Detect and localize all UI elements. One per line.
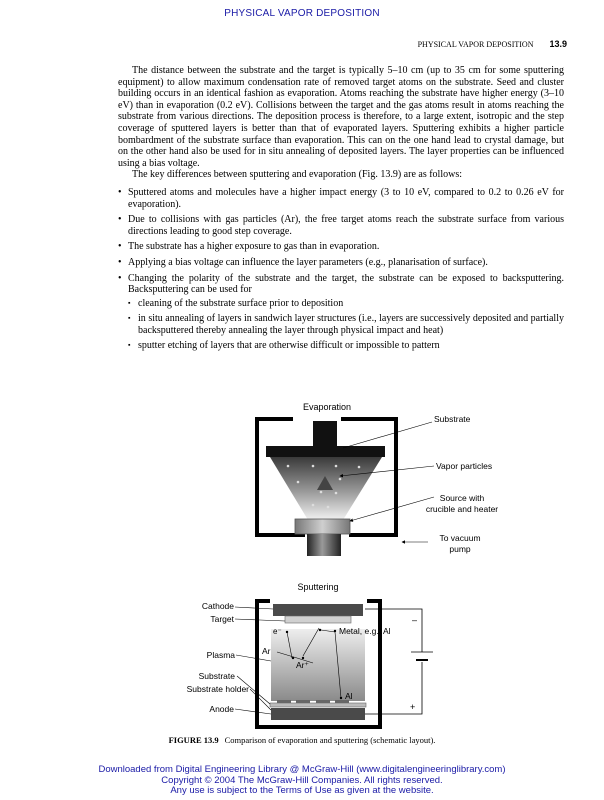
footer-line: Any use is subject to the Terms of Use as given at the website. (170, 785, 434, 796)
label-argon-ion: Ar⁺ (296, 660, 309, 670)
evaporation-title: Evaporation (302, 402, 352, 412)
bullet-item: • Due to collisions with gas particles (Ar), the free target atoms reach the substrate surface from various directions leading to good step coverage. (118, 214, 564, 237)
sputtering-title: Sputtering (297, 582, 339, 592)
running-head-title: PHYSICAL VAPOR DEPOSITION (417, 40, 534, 49)
footer (0, 765, 604, 797)
sub-bullet-item: ▪ in situ annealing of layers in sandwich layer structures (i.e., layers are successively deposited and partially backsputtered thereby annealing the layer through physical impact and heat) (128, 313, 564, 336)
label-anode: Anode (209, 704, 234, 714)
label-source-line2: crucible and heater (425, 504, 499, 514)
label-al: Al (345, 691, 353, 701)
sub-bullet-item: ▪ cleaning of the substrate surface prior to deposition (128, 298, 564, 310)
caption-text: Comparison of evaporation and sputtering (schematic layout). (224, 735, 436, 745)
label-substrate-holder: Substrate holder (186, 684, 249, 694)
label-substrate: Substrate (434, 414, 471, 424)
page-number: 13.9 (549, 39, 567, 49)
paragraph: The distance between the substrate and the target is typically 5–10 cm (up to 35 cm for some sputtering equipment) to allow maximum condensation rate of removed target atoms on the substrate. Seed and cluster building occurs in an identical fashion as evaporation. Atoms reaching the substrate have higher energy (3–10 eV) than in evaporation (0.2 eV). Collisions between the target and the gas atoms result in atoms reaching the substrate from various directions. The deposition process is therefore, to a large extent, isotropic and the step coverage of sputtered layers is better than that of evaporated layers. Sputtering exhibits a higher particle bombardment of the substrate surface than evaporation. This can on the one hand lead to crystal damage, but on the other hand also be used for in situ annealing of deposited layers. The layer properties can be influenced using a bias voltage. (118, 65, 564, 169)
label-vacuum-line1: To vacuum (439, 533, 481, 543)
polarity-minus: – (412, 615, 418, 625)
bullet-item: • Applying a bias voltage can influence the layer parameters (e.g., planarisation of surface). (118, 257, 564, 269)
label-argon: Ar (262, 646, 271, 656)
bullet-item: • Sputtered atoms and molecules have a higher impact energy (3 to 10 eV, compared to 0.2 to 0.26 eV for evaporation). (118, 187, 564, 210)
power-supply (365, 609, 433, 714)
label-target: Target (210, 614, 234, 624)
figure-caption (0, 735, 604, 745)
label-vapor-particles: Vapor particles (436, 461, 493, 471)
caption-label: FIGURE 13.9 (168, 735, 219, 745)
bullet-item: • The substrate has a higher exposure to gas than in evaporation. (118, 241, 564, 253)
footer-line[interactable]: Downloaded from Digital Engineering Library @ McGraw-Hill (www.digitalengineeringlibrary.com) (98, 764, 506, 775)
evaporation-substrate (266, 446, 385, 457)
label-vacuum-line2: pump (449, 544, 471, 554)
footer-line: Copyright © 2004 The McGraw-Hill Companies. All rights reserved. (161, 774, 443, 786)
anode (271, 708, 365, 720)
label-electron: e⁻ (273, 627, 282, 636)
paragraph: The key differences between sputtering and evaporation (Fig. 13.9) are as follows: (132, 169, 462, 181)
cathode (273, 604, 363, 616)
page-banner: PHYSICAL VAPOR DEPOSITION (224, 8, 380, 19)
label-metal: Metal, e.g., Al (339, 626, 391, 636)
vacuum-pump-port (307, 534, 341, 556)
crucible (295, 519, 350, 534)
label-source-line1: Source with (439, 493, 485, 503)
label-substrate-sputter: Substrate (198, 671, 235, 681)
sub-bullet-item: ▪ sputter etching of layers that are otherwise difficult or impossible to pattern (128, 340, 564, 352)
bullet-text: Changing the polarity of the substrate and the target, the substrate can be exposed to backsputtering. Backsputtering can be used for (128, 272, 564, 296)
substrate (270, 703, 366, 707)
label-plasma: Plasma (206, 650, 235, 660)
substrate-holder-rod (313, 421, 337, 448)
target (285, 616, 351, 623)
polarity-plus: + (410, 702, 416, 712)
label-cathode: Cathode (201, 601, 234, 611)
